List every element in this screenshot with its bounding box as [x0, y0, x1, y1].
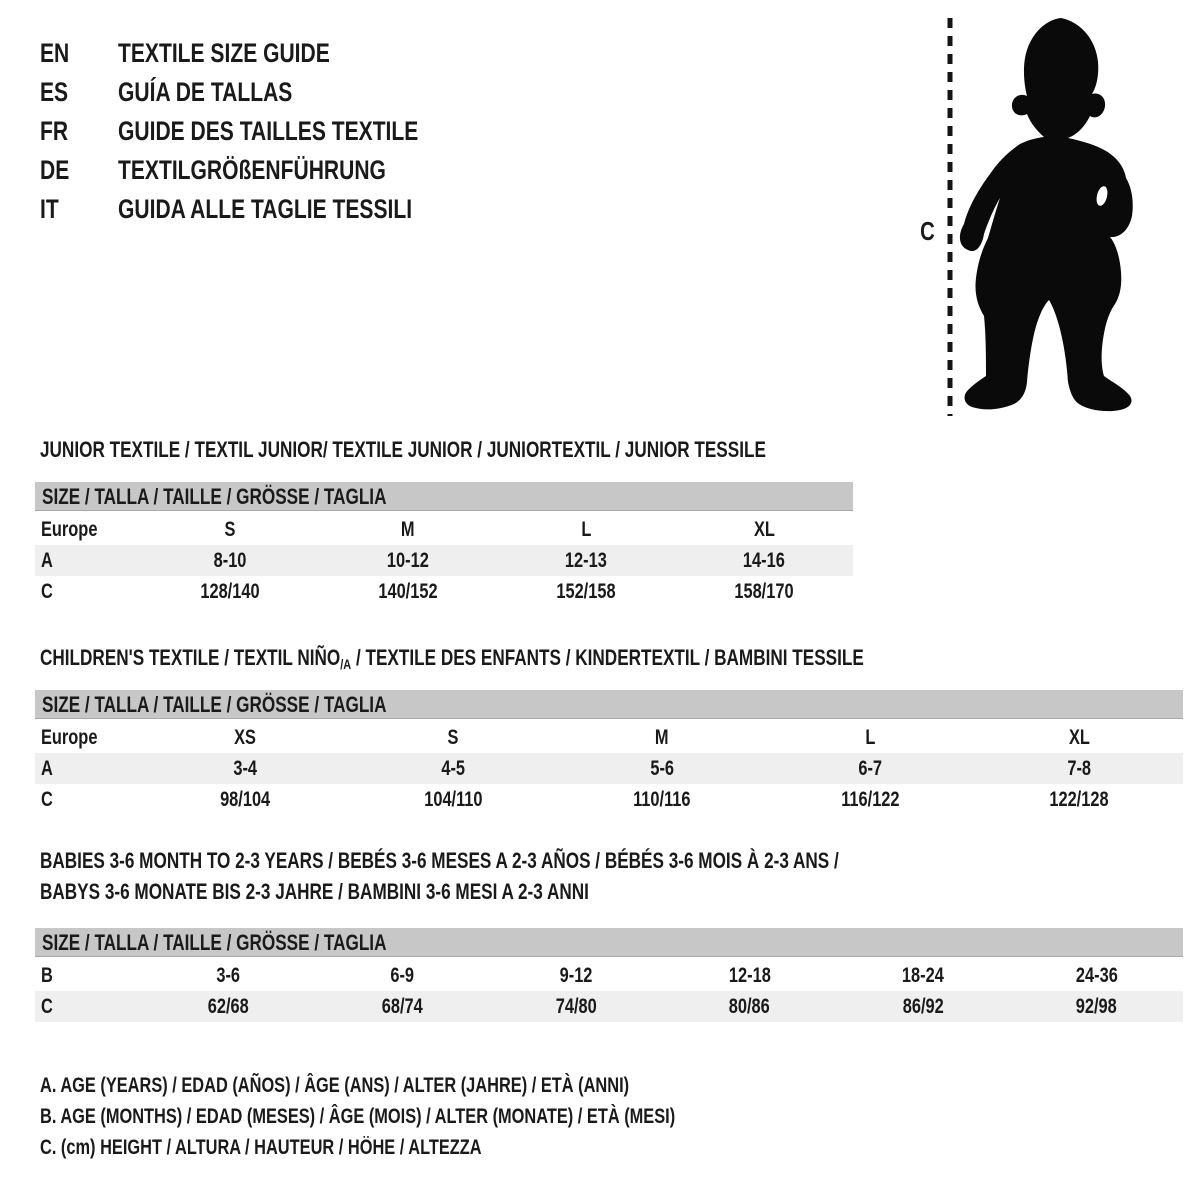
language-code: IT [40, 194, 59, 224]
children-size-table [35, 722, 1183, 815]
baby-silhouette [960, 18, 1133, 411]
language-code: ES [40, 77, 69, 107]
table-row-age [35, 545, 853, 576]
babies-table [35, 928, 1183, 1022]
babies-size-table [35, 960, 1183, 1022]
row-label: Europe [41, 517, 98, 541]
babies-section-heading [40, 845, 1064, 907]
table-cell: 18-24 [902, 963, 944, 987]
table-cell: 110/116 [633, 787, 691, 811]
table-cell: 10-12 [387, 548, 429, 572]
legend-line-a: A. AGE (YEARS) / EDAD (AÑOS) / ÂGE (ANS) / ALTER (JAHRE) / ETÀ (ANNI) [40, 1074, 630, 1097]
language-label: TEXTILE SIZE GUIDE [118, 38, 330, 68]
language-label: GUIDE DES TAILLES TEXTILE [118, 116, 419, 146]
table-row-months [35, 960, 1183, 991]
babies-size-header-bar: SIZE / TALLA / TAILLE / GRÖSSE / TAGLIA [35, 928, 1183, 957]
table-cell: 6-9 [390, 963, 414, 987]
table-cell: 7-8 [1067, 756, 1091, 780]
table-cell: 86/92 [902, 994, 944, 1018]
language-label: TEXTILGRÖßENFÜHRUNG [118, 155, 386, 185]
table-cell: 3-4 [233, 756, 257, 780]
language-row-de [40, 151, 503, 190]
table-cell: 24-36 [1075, 963, 1118, 987]
table-cell: 158/170 [734, 579, 794, 603]
table-row-europe [35, 514, 853, 545]
babies-heading-line2: BABYS 3-6 MONATE BIS 2-3 JAHRE / BAMBINI 3-6 MESI A 2-3 ANNI [40, 879, 589, 904]
language-row-en [40, 34, 503, 73]
table-cell: S [224, 517, 236, 541]
table-cell: XS [234, 725, 256, 749]
table-cell: 6-7 [858, 756, 883, 780]
legend-line-c: C. (cm) HEIGHT / ALTURA / HAUTEUR / HÖHE / ALTEZZA [40, 1136, 482, 1159]
table-cell: 74/80 [555, 994, 597, 1018]
babies-heading-line1: BABIES 3-6 MONTH TO 2-3 YEARS / BEBÉS 3-6 MESES A 2-3 AÑOS / BÉBÉS 3-6 MOIS À 2-3 ANS / [40, 848, 839, 873]
junior-table [35, 482, 853, 607]
table-cell: 80/86 [729, 994, 770, 1018]
height-label-c: C [919, 216, 935, 246]
table-cell: 128/140 [200, 579, 260, 603]
row-label: A [41, 756, 53, 780]
table-cell: 5-6 [650, 756, 674, 780]
baby-silhouette-figure [896, 10, 1160, 420]
row-label: C [41, 994, 53, 1018]
language-label: GUIDA ALLE TAGLIE TESSILI [118, 194, 413, 224]
table-cell: XL [753, 517, 775, 541]
table-cell: 92/98 [1076, 994, 1117, 1018]
table-cell: S [448, 725, 459, 749]
children-size-header-bar: SIZE / TALLA / TAILLE / GRÖSSE / TAGLIA [35, 690, 1183, 719]
table-cell: 152/158 [556, 579, 616, 603]
children-table [35, 690, 1183, 815]
table-row-height [35, 576, 853, 607]
table-row-europe [35, 722, 1183, 753]
table-cell: 14-16 [743, 548, 785, 572]
row-label: B [41, 963, 53, 987]
table-cell: M [401, 517, 415, 541]
row-label: A [41, 548, 53, 572]
junior-size-header-bar: SIZE / TALLA / TAILLE / GRÖSSE / TAGLIA [35, 482, 853, 511]
table-cell: 9-12 [559, 963, 593, 987]
language-row-it [40, 190, 503, 229]
legend [40, 1070, 854, 1163]
table-cell: M [655, 725, 669, 749]
table-cell: 12-13 [565, 548, 607, 572]
row-label: C [41, 579, 53, 603]
table-cell: 3-6 [216, 963, 240, 987]
junior-size-table [35, 514, 853, 607]
row-label: Europe [41, 725, 98, 749]
table-row-height [35, 784, 1183, 815]
language-list [40, 34, 503, 229]
table-cell: 140/152 [378, 579, 438, 603]
language-row-es [40, 73, 503, 112]
table-cell: 98/104 [219, 787, 271, 811]
language-code: EN [40, 38, 70, 68]
children-section-heading: CHILDREN'S TEXTILE / TEXTIL NIÑO/A / TEXTILE DES ENFANTS / KINDERTEXTIL / BAMBINI TESSILE [40, 645, 864, 672]
language-code: FR [40, 116, 69, 146]
legend-line-b: B. AGE (MONTHS) / EDAD (MESES) / ÂGE (MOIS) / ALTER (MONATE) / ETÀ (MESI) [40, 1105, 676, 1128]
language-code: DE [40, 155, 70, 185]
table-cell: 104/110 [424, 787, 483, 811]
language-label: GUÍA DE TALLAS [118, 77, 293, 107]
table-cell: 62/68 [207, 994, 249, 1018]
heading-subscript: /A [340, 656, 352, 672]
table-cell: 8-10 [213, 548, 247, 572]
table-cell: L [580, 517, 591, 541]
table-cell: 68/74 [381, 994, 423, 1018]
table-cell: 12-18 [728, 963, 771, 987]
table-cell: 122/128 [1049, 787, 1109, 811]
table-row-age [35, 753, 1183, 784]
junior-section-heading: JUNIOR TEXTILE / TEXTIL JUNIOR/ TEXTILE JUNIOR / JUNIORTEXTIL / JUNIOR TESSILE [40, 437, 766, 462]
table-cell: 4-5 [441, 756, 466, 780]
row-label: C [41, 787, 53, 811]
table-row-height [35, 991, 1183, 1022]
table-cell: L [865, 725, 876, 749]
table-cell: 116/122 [841, 787, 900, 811]
table-cell: XL [1068, 725, 1090, 749]
language-row-fr [40, 112, 503, 151]
